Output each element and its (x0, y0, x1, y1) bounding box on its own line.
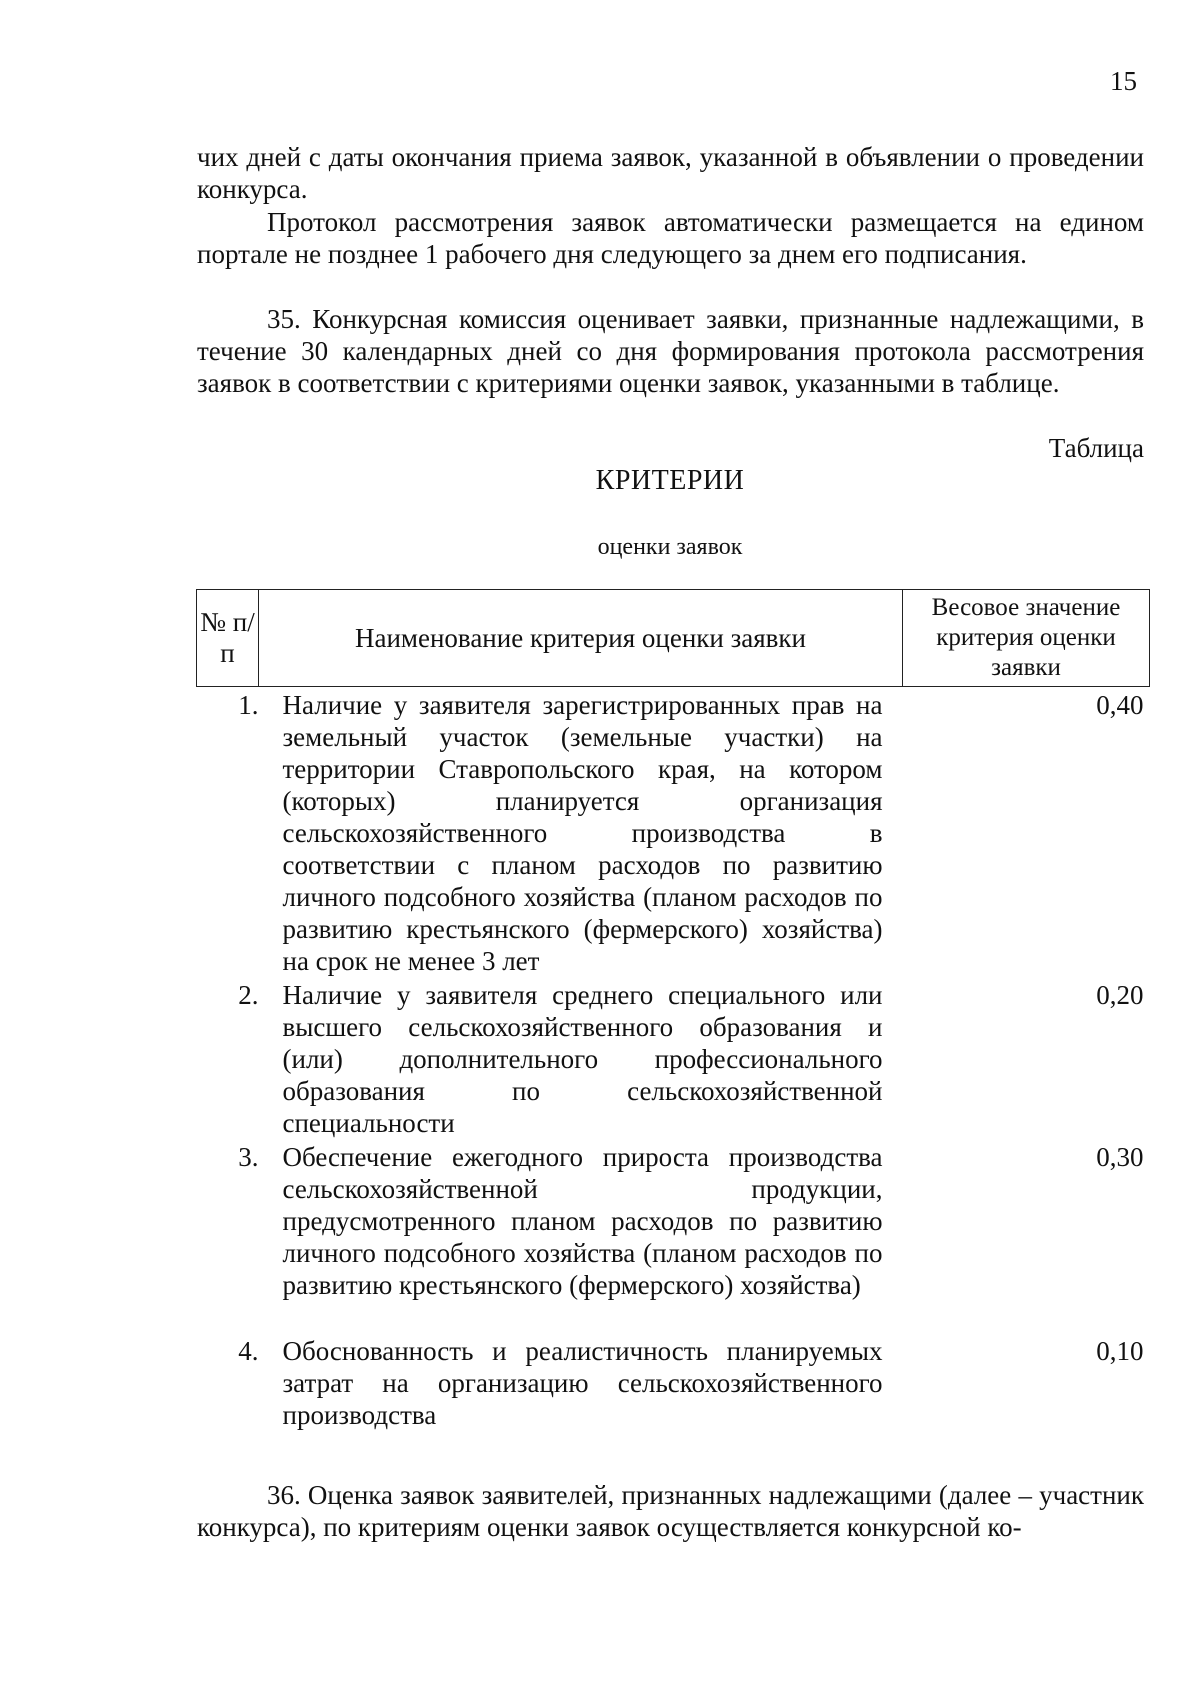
paragraph-36: 36. Оценка заявок заявителей, признанных надлежащими (далее – участник конкурса), по критериям оценки заявок осуществляется конкурсной ко- (197, 1480, 1144, 1542)
paragraph-protocol: Протокол рассмотрения заявок автоматически размещается на едином портале не позднее 1 рабочего дня следующего за днем его подписания. (197, 207, 1144, 269)
table-row (197, 977, 1150, 1139)
header-weight: Весовое значение критерия оценки заявки (903, 590, 1150, 687)
row-criterion: Обоснованность и реалистичность планируемых затрат на организацию сельскохозяйственного производства (282, 1336, 883, 1430)
row-weight: 0,40 (1096, 690, 1144, 720)
row-criterion: Обеспечение ежегодного прироста производства сельскохозяйственной продукции, предусмотренного планом расходов по развитию личного подсобного хозяйства (планом расходов по развитию крестьянского (фермерского) хозяйства) (282, 1142, 883, 1300)
header-name: Наименование критерия оценки заявки (259, 590, 903, 687)
row-weight: 0,20 (1096, 980, 1144, 1010)
row-weight: 0,10 (1096, 1336, 1144, 1366)
table-title: КРИТЕРИИ (595, 465, 745, 496)
row-num: 1. (238, 690, 259, 720)
row-num: 3. (238, 1142, 259, 1172)
table-label: Таблица (1048, 433, 1144, 463)
paragraph-35: 35. Конкурсная комиссия оценивает заявки, признанные надлежащими, в течение 30 календарных дней со дня формирования протокола рассмотрения заявок в соответствии с критериями оценки заявок, указанными в таблице. (197, 304, 1144, 398)
row-criterion: Наличие у заявителя среднего специального или высшего сельскохозяйственного образования и (или) дополнительного профессионального образования по сельскохозяйственной специальности (282, 980, 883, 1138)
table-row (197, 1333, 1150, 1453)
page-number: 15 (1110, 66, 1137, 96)
row-num: 2. (238, 980, 259, 1010)
table-row (197, 1139, 1150, 1333)
row-criterion: Наличие у заявителя зарегистрированных прав на земельный участок (земельные участки) на территории Ставропольского края, на котором (которых) планируется организация сельскохозяйственного производства в соответствии с планом расходов по развитию личного подсобного хозяйства (планом расходов по развитию крестьянского (фермерского) хозяйства) на срок не менее 3 лет (282, 690, 883, 976)
table-row (197, 687, 1150, 978)
table-header-row (197, 590, 1150, 687)
criteria-table (196, 589, 1150, 1453)
paragraph-continuation: чих дней с даты окончания приема заявок, указанной в объявлении о проведении конкурса. (197, 142, 1144, 204)
row-num: 4. (238, 1336, 259, 1366)
table-subtitle: оценки заявок (597, 534, 743, 560)
row-weight: 0,30 (1096, 1142, 1144, 1172)
header-num: № п/п (197, 590, 259, 687)
